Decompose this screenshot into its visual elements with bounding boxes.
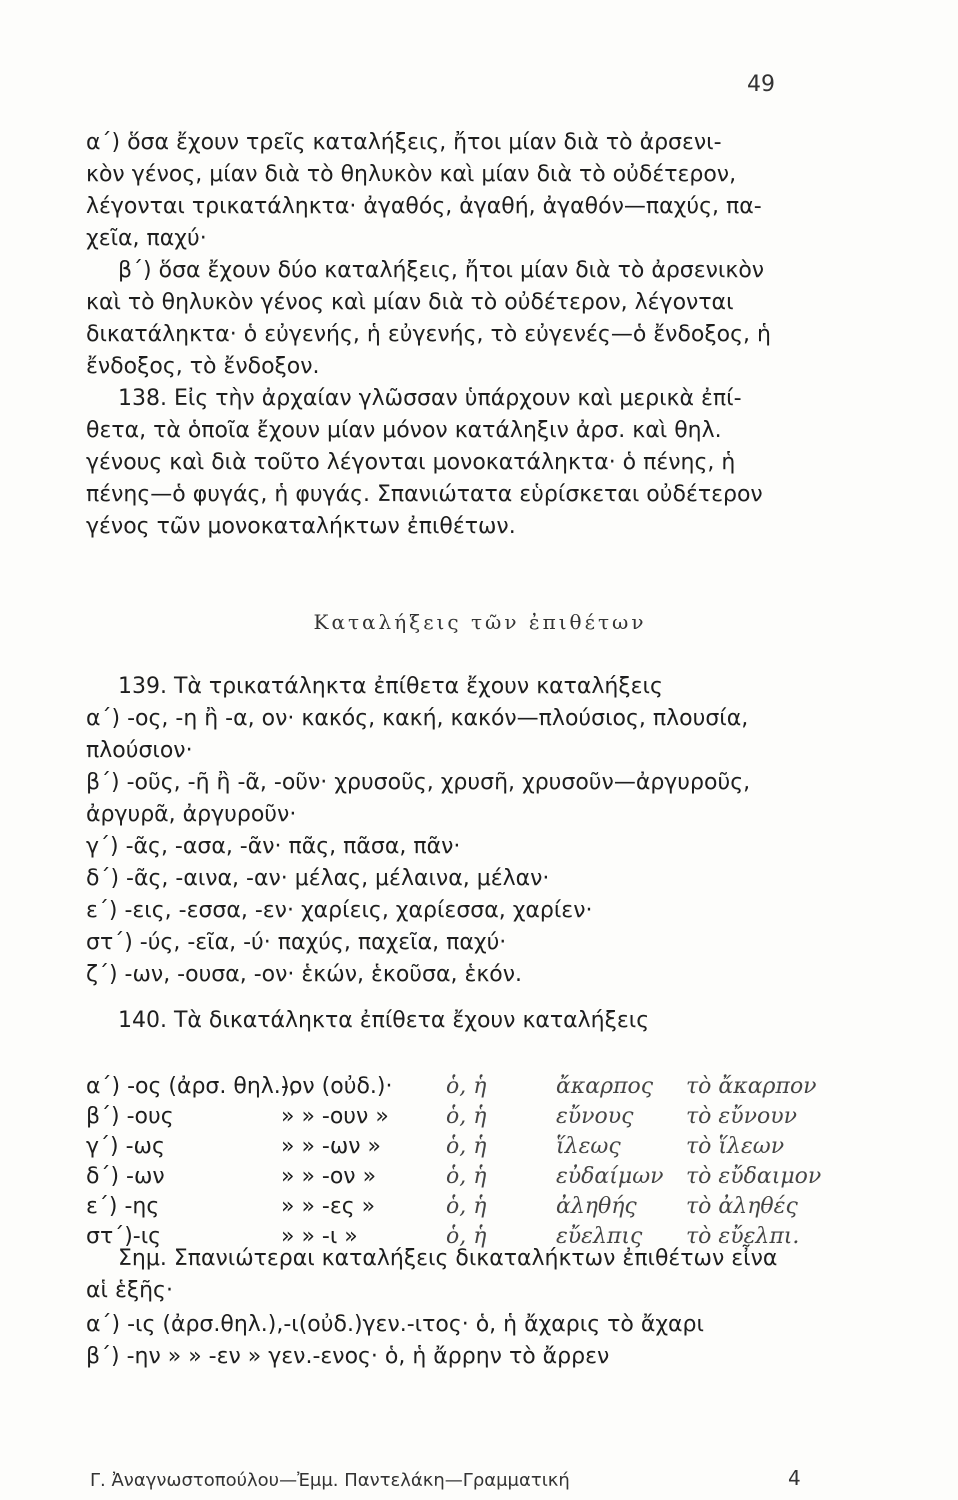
endings-table	[86, 1072, 826, 1252]
text-line: κὸν γένος, μίαν διὰ τὸ θηλυκὸν καὶ μίαν διὰ τὸ οὐδέτερον,	[86, 162, 737, 187]
table-cell: ἵλεως	[556, 1134, 621, 1159]
text-line: α΄) -ος, -η ἢ -α, ον· κακός, κακή, κακόν—πλούσιος, πλουσία,	[86, 706, 749, 731]
text-line: γένους καὶ διὰ τοῦτο λέγονται μονοκατάληκτα· ὁ πένης, ἡ	[86, 450, 736, 475]
text-line: α΄) -ις (ἀρσ.θηλ.),-ι(οὐδ.)γεν.-ιτος· ὁ, ἡ ἄχαρις τὸ ἄχαρι	[86, 1312, 704, 1337]
table-cell: ἄκαρπος	[556, 1074, 654, 1099]
table-cell: τὸ εὔδαιμον	[686, 1164, 822, 1189]
text-line: ζ΄) -ων, -ουσα, -ον· ἑκών, ἑκοῦσα, ἑκόν.	[86, 962, 523, 987]
text-line: ε΄) -εις, -εσσα, -εν· χαρίεις, χαρίεσσα, χαρίεν·	[86, 898, 593, 923]
table-cell: ὁ, ἡ	[446, 1194, 487, 1219]
table-cell: ἀληθής	[556, 1194, 637, 1219]
table-cell: γ΄) -ως	[86, 1134, 165, 1159]
table-cell: τὸ ἄκαρπον	[686, 1074, 817, 1099]
table-cell: -ον (οὐδ.)·	[281, 1074, 393, 1099]
table-row	[86, 1132, 826, 1162]
text-line: β΄) -οῦς, -ῆ ἢ -ᾶ, -οῦν· χρυσοῦς, χρυσῆ, χρυσοῦν—ἀργυροῦς,	[86, 770, 751, 795]
text-line: καὶ τὸ θηλυκὸν γένος καὶ μίαν διὰ τὸ οὐδέτερον, λέγονται	[86, 290, 734, 315]
table-row	[86, 1072, 826, 1102]
table-cell: » » -ων »	[281, 1134, 382, 1159]
text-line: δ΄) -ᾶς, -αινα, -αν· μέλας, μέλαινα, μέλαν·	[86, 866, 550, 891]
text-line: αἱ ἑξῆς·	[86, 1278, 173, 1303]
footer-credit: Γ. Ἀναγνωστοπούλου—Ἐμμ. Παντελάκη—Γραμματική	[90, 1470, 570, 1491]
table-cell: ὁ, ἡ	[446, 1074, 487, 1099]
table-cell: εὔελπις	[556, 1224, 643, 1249]
text-line: πένης—ὁ φυγάς, ἡ φυγάς. Σπανιώτατα εὑρίσκεται οὐδέτερον	[86, 482, 763, 507]
table-cell: β΄) -ους	[86, 1104, 174, 1129]
text-line: ἀργυρᾶ, ἀργυροῦν·	[86, 802, 297, 827]
table-cell: ὁ, ἡ	[446, 1224, 487, 1249]
text-line: α΄) ὅσα ἔχουν τρεῖς καταλήξεις, ἤτοι μίαν διὰ τὸ ἀρσενι-	[86, 130, 722, 155]
text-line: 139. Τὰ τρικατάληκτα ἐπίθετα ἔχουν καταλήξεις	[118, 674, 663, 699]
table-cell: τὸ ἵλεων	[686, 1134, 785, 1159]
text-line: λέγονται τρικατάληκτα· ἀγαθός, ἀγαθή, ἀγαθόν—παχύς, πα-	[86, 194, 762, 219]
table-cell: ὁ, ἡ	[446, 1134, 487, 1159]
text-line: β΄) ὅσα ἔχουν δύο καταλήξεις, ἤτοι μίαν διὰ τὸ ἀρσενικὸν	[118, 258, 765, 283]
text-line: 138. Εἰς τὴν ἀρχαίαν γλῶσσαν ὑπάρχουν καὶ μερικὰ ἐπί-	[118, 386, 742, 411]
text-line: πλούσιον·	[86, 738, 193, 763]
text-line: 140. Τὰ δικατάληκτα ἐπίθετα ἔχουν καταλήξεις	[118, 1008, 650, 1033]
table-cell: ὁ, ἡ	[446, 1104, 487, 1129]
text-line: γένος τῶν μονοκαταλήκτων ἐπιθέτων.	[86, 514, 516, 539]
table-cell: » » -ι »	[281, 1224, 358, 1249]
table-cell: τὸ εὔελπι.	[686, 1224, 800, 1249]
table-cell: ε΄) -ης	[86, 1194, 160, 1219]
text-line: δικατάληκτα· ὁ εὐγενής, ἡ εὐγενής, τὸ εὐγενές—ὁ ἔνδοξος, ἡ	[86, 322, 771, 347]
text-line: θετα, τὰ ὁποῖα ἔχουν μίαν μόνον κατάληξιν ἀρσ. καὶ θηλ.	[86, 418, 722, 443]
table-cell: δ΄) -ων	[86, 1164, 165, 1189]
table-row	[86, 1162, 826, 1192]
text-line: Σημ. Σπανιώτεραι καταλήξεις δικαταλήκτων ἐπιθέτων εἶνα	[118, 1246, 778, 1271]
table-cell: » » -ουν »	[281, 1104, 389, 1129]
text-line: ἔνδοξος, τὸ ἔνδοξον.	[86, 354, 320, 379]
table-cell: τὸ ἀληθές	[686, 1194, 798, 1219]
table-cell: ὁ, ἡ	[446, 1164, 487, 1189]
table-row	[86, 1192, 826, 1222]
table-cell: στ΄)-ις	[86, 1224, 162, 1249]
section-heading: Καταλήξεις τῶν ἐπιθέτων	[313, 610, 647, 634]
table-row	[86, 1102, 826, 1132]
page-number: 49	[747, 72, 775, 97]
table-cell: εὐδαίμων	[556, 1164, 664, 1189]
table-cell: εὔνους	[556, 1104, 634, 1129]
text-line: γ΄) -ᾶς, -ασα, -ᾶν· πᾶς, πᾶσα, πᾶν·	[86, 834, 461, 859]
text-line: χεῖα, παχύ·	[86, 226, 207, 251]
table-cell: τὸ εὔνουν	[686, 1104, 797, 1129]
table-cell: α΄) -ος (ἀρσ. θηλ.),	[86, 1074, 297, 1099]
signature-number: 4	[788, 1466, 801, 1490]
text-line: β΄) -ην » » -εν » γεν.-ενος· ὁ, ἡ ἄρρην τὸ ἄρρεν	[86, 1344, 610, 1369]
table-cell: » » -ες »	[281, 1194, 376, 1219]
table-cell: » » -ον »	[281, 1164, 377, 1189]
text-line: στ΄) -ύς, -εῖα, -ύ· παχύς, παχεῖα, παχύ·	[86, 930, 507, 955]
